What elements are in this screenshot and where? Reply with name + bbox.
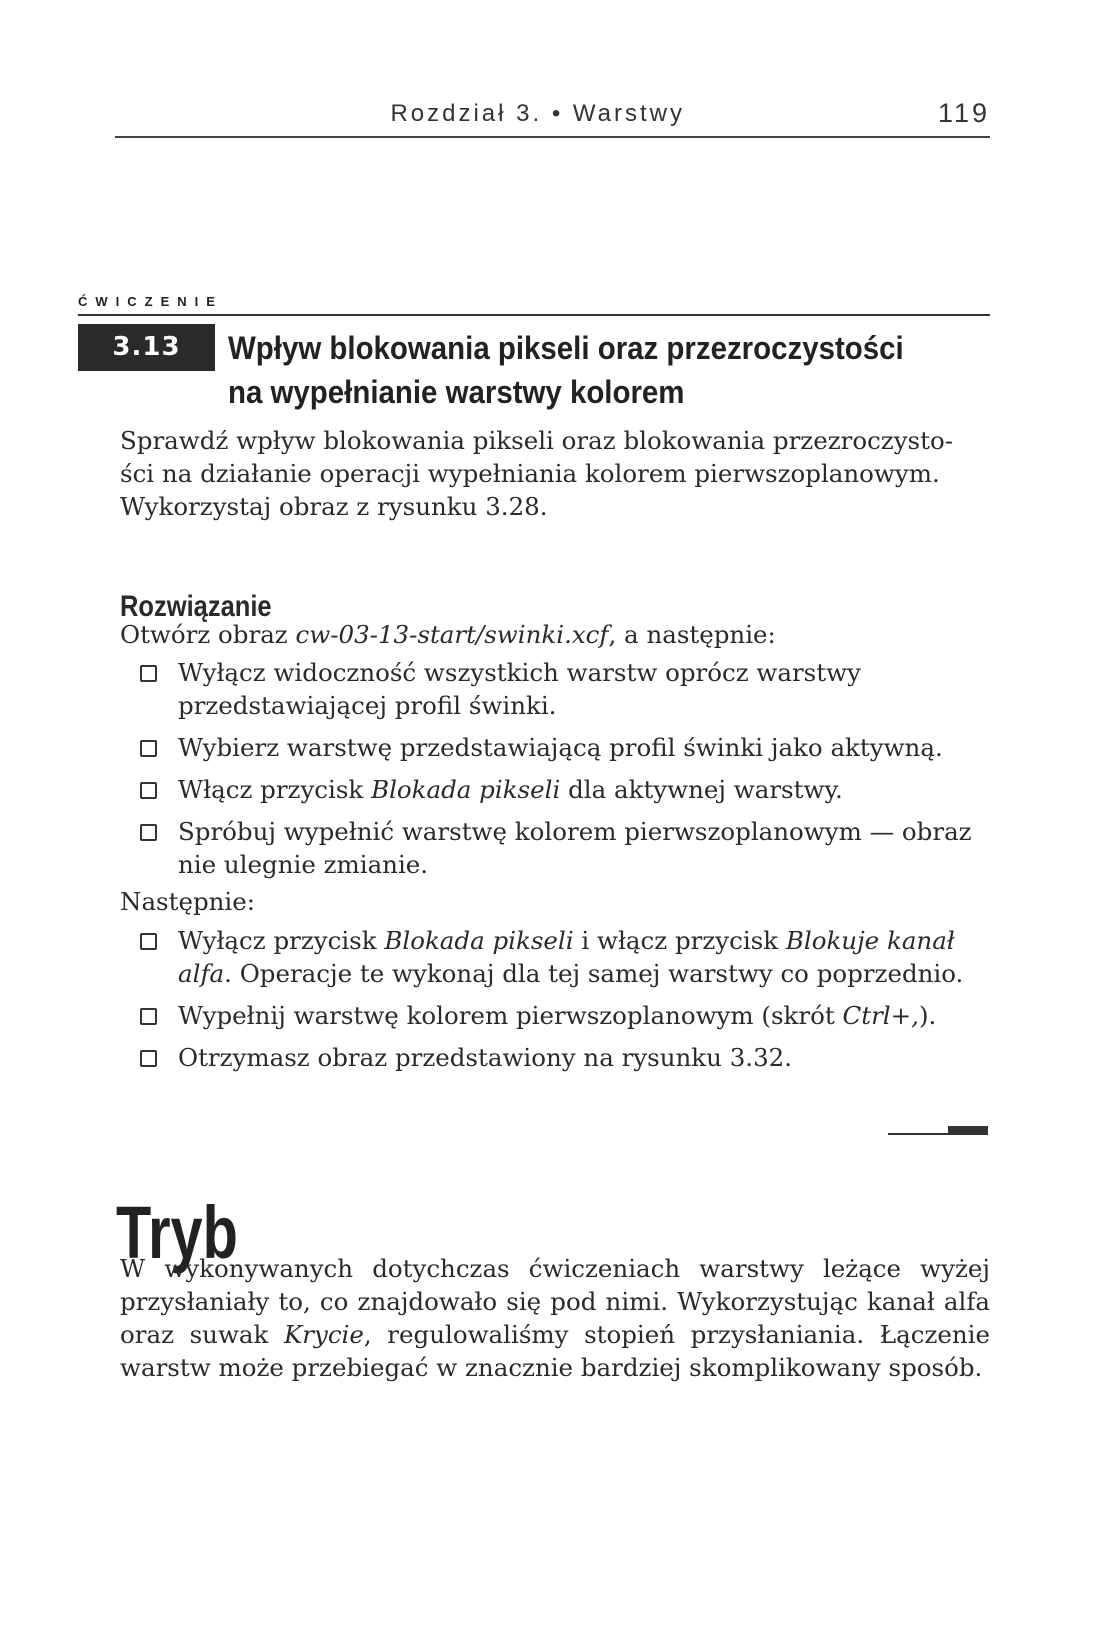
- solution-heading: Rozwiązanie: [120, 590, 272, 623]
- step-prefix: Wyłącz przycisk: [178, 926, 385, 955]
- step-suffix: . Operacje te wykonaj dla tej samej warstwy co poprzednio.: [224, 959, 964, 988]
- step-text: Wyłącz widoczność wszystkich warstw oprócz warstwy przedstawiającej profil świnki.: [178, 658, 861, 720]
- page-header: [115, 96, 990, 138]
- list-item: [140, 656, 990, 722]
- step-italic: Blokuje kanał alfa: [178, 926, 955, 988]
- list-item: [140, 924, 990, 990]
- intro-line: Wykorzystaj obraz z rysunku 3.28.: [120, 492, 548, 521]
- step-text: Spróbuj wypełnić warstwę kolorem pierwszoplanowym — obraz nie ulegnie zmianie.: [178, 817, 972, 879]
- exercise-title-line: na wypełnianie warstwy kolorem: [228, 374, 685, 410]
- list-item: [140, 773, 990, 806]
- checkbox-bullet-icon: [140, 824, 157, 841]
- list-item: [140, 1041, 990, 1074]
- step-italic: Blokada pikseli: [371, 775, 561, 804]
- checkbox-bullet-icon: [140, 933, 157, 950]
- checkbox-bullet-icon: [140, 1008, 157, 1025]
- next-label: Następnie:: [120, 887, 256, 916]
- paragraph-text: W wykonywanych dotychczas ćwiczeniach warstwy leżące wyżej przysłaniały to, co znajdowało się pod nimi. Wykorzystując kanał alfa oraz suwak: [120, 1254, 990, 1349]
- step-suffix: ).: [918, 1001, 937, 1030]
- exercise-label: ĆWICZENIE: [78, 294, 223, 309]
- step-italic: Ctrl+,: [842, 1001, 919, 1030]
- step-prefix: Włącz przycisk: [178, 775, 372, 804]
- end-mark-line: [888, 1133, 948, 1135]
- exercise-intro: [120, 424, 990, 523]
- checkbox-bullet-icon: [140, 740, 157, 757]
- end-mark-bar: [948, 1126, 988, 1135]
- step-text: Wybierz warstwę przedstawiającą profil świnki jako aktywną.: [178, 733, 943, 762]
- open-file: cw-03-13-start/swinki.xcf: [295, 620, 609, 649]
- paragraph-italic: Krycie: [283, 1320, 364, 1349]
- open-prefix: Otwórz obraz: [120, 620, 296, 649]
- paragraph-text: , regulowaliśmy stopień przysłaniania. Łączenie warstw może przebiegać w znacznie bardziej skomplikowany sposób.: [120, 1320, 991, 1382]
- list-item: [140, 999, 990, 1032]
- exercise-number: 3.13: [78, 324, 215, 371]
- exercise-rule: [78, 314, 990, 316]
- steps-list-2: [140, 924, 990, 1083]
- open-instruction: [120, 618, 990, 651]
- step-middle: i włącz przycisk: [573, 926, 786, 955]
- intro-line: Sprawdź wpływ blokowania pikseli oraz blokowania przezroczysto-: [120, 426, 953, 455]
- running-head: Rozdział 3. • Warstwy: [390, 100, 685, 127]
- section-paragraph: [120, 1252, 990, 1384]
- step-text: Otrzymasz obraz przedstawiony na rysunku 3.32.: [178, 1043, 793, 1072]
- step-suffix: dla aktywnej warstwy.: [560, 775, 843, 804]
- list-item: [140, 731, 990, 764]
- step-prefix: Wypełnij warstwę kolorem pierwszoplanowym (skrót: [178, 1001, 843, 1030]
- intro-line: ści na działanie operacji wypełniania kolorem pierwszoplanowym.: [120, 459, 940, 488]
- checkbox-bullet-icon: [140, 1050, 157, 1067]
- steps-list: [140, 656, 990, 890]
- open-suffix: , a następnie:: [608, 620, 776, 649]
- page-number: 119: [937, 98, 990, 128]
- step-italic: Blokada pikseli: [384, 926, 574, 955]
- list-item: [140, 815, 990, 881]
- checkbox-bullet-icon: [140, 665, 157, 682]
- checkbox-bullet-icon: [140, 782, 157, 799]
- exercise-title-line: Wpływ blokowania pikseli oraz przezroczystości: [228, 330, 904, 366]
- section-heading: Tryb: [116, 1191, 238, 1274]
- exercise-title: [228, 326, 909, 414]
- exercise-end-mark: [888, 1125, 988, 1135]
